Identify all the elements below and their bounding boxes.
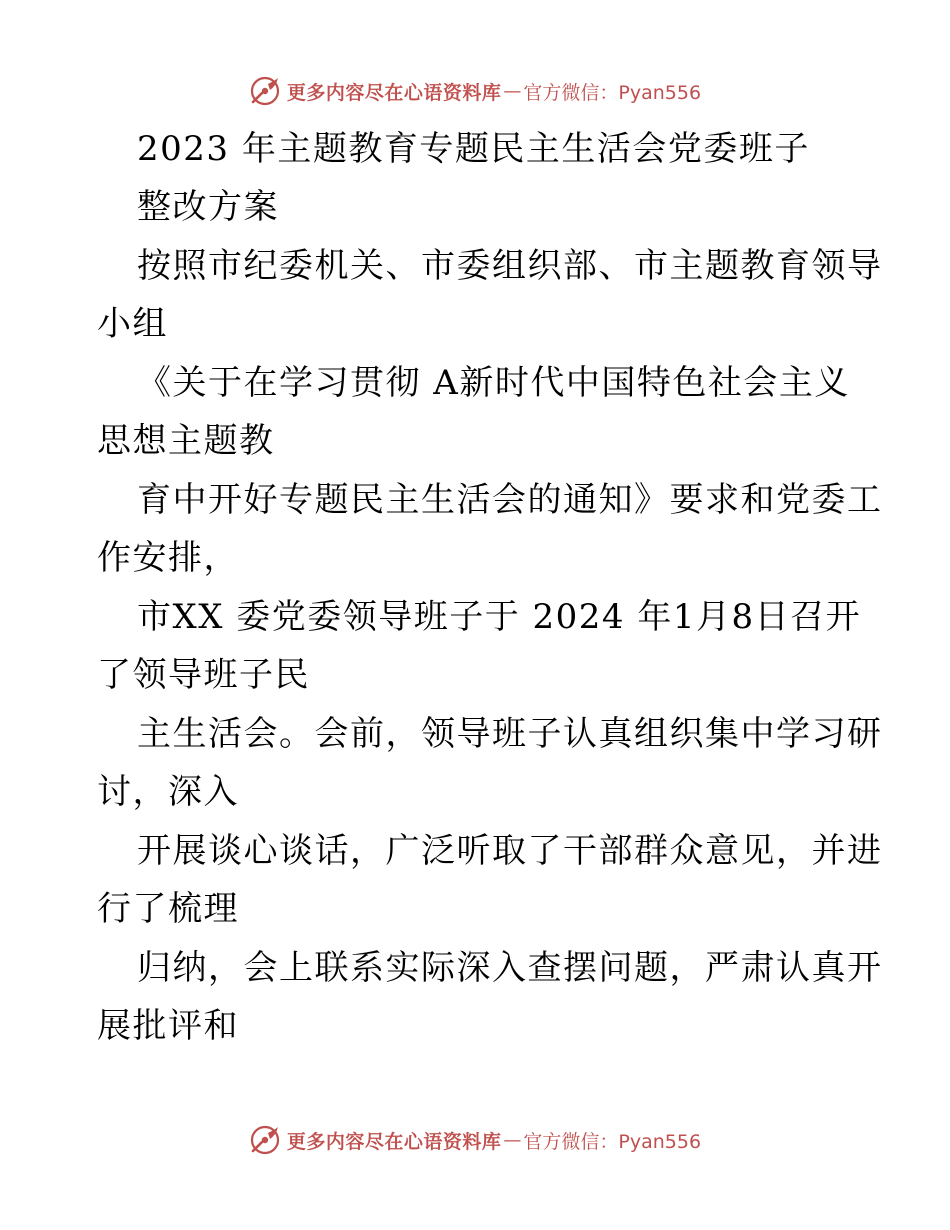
paragraph-line: 小组 bbox=[97, 304, 168, 344]
paragraph-line: 思想主题教 bbox=[97, 421, 275, 461]
paragraph-line: 讨，深入 bbox=[97, 772, 239, 812]
paragraph-line: 按照市纪委机关、市委组织部、市主题教育领导 bbox=[137, 246, 883, 286]
paragraph-line: 展批评和 bbox=[97, 1006, 239, 1046]
footer-watermark bbox=[0, 1120, 950, 1160]
paragraph-line: 主生活会。会前，领导班子认真组织集中学习研 bbox=[137, 714, 883, 754]
document-title-line-2: 整改方案 bbox=[137, 187, 279, 227]
paragraph-line: 行了梳理 bbox=[97, 889, 239, 929]
paragraph-line: 育中开好专题民主生活会的通知》要求和党委工 bbox=[137, 480, 883, 520]
watermark-wechat-text: 官方微信：Pyan556 bbox=[523, 81, 702, 104]
paragraph-line: 了领导班子民 bbox=[97, 655, 310, 695]
watermark-separator: — bbox=[503, 80, 522, 102]
paragraph-line: 作安排， bbox=[97, 538, 239, 578]
document-title-line-1: 2023 年主题教育专题民主生活会党委班子 bbox=[137, 129, 810, 169]
paragraph-line: 《关于在学习贯彻 A新时代中国特色社会主义 bbox=[137, 363, 850, 403]
watermark-wechat-text: 官方微信：Pyan556 bbox=[523, 1130, 702, 1153]
watermark-site-text: 更多内容尽在心语资料库 bbox=[286, 1130, 502, 1153]
quill-pen-circle-icon bbox=[249, 1124, 281, 1156]
watermark-site-text: 更多内容尽在心语资料库 bbox=[286, 81, 502, 104]
watermark-separator: — bbox=[503, 1129, 522, 1151]
paragraph-line: 市XX 委党委领导班子于 2024 年1月8日召开 bbox=[137, 597, 862, 637]
paragraph-line: 开展谈心谈话，广泛听取了干部群众意见，并进 bbox=[137, 831, 883, 871]
paragraph-line: 归纳，会上联系实际深入查摆问题，严肃认真开 bbox=[137, 948, 883, 988]
